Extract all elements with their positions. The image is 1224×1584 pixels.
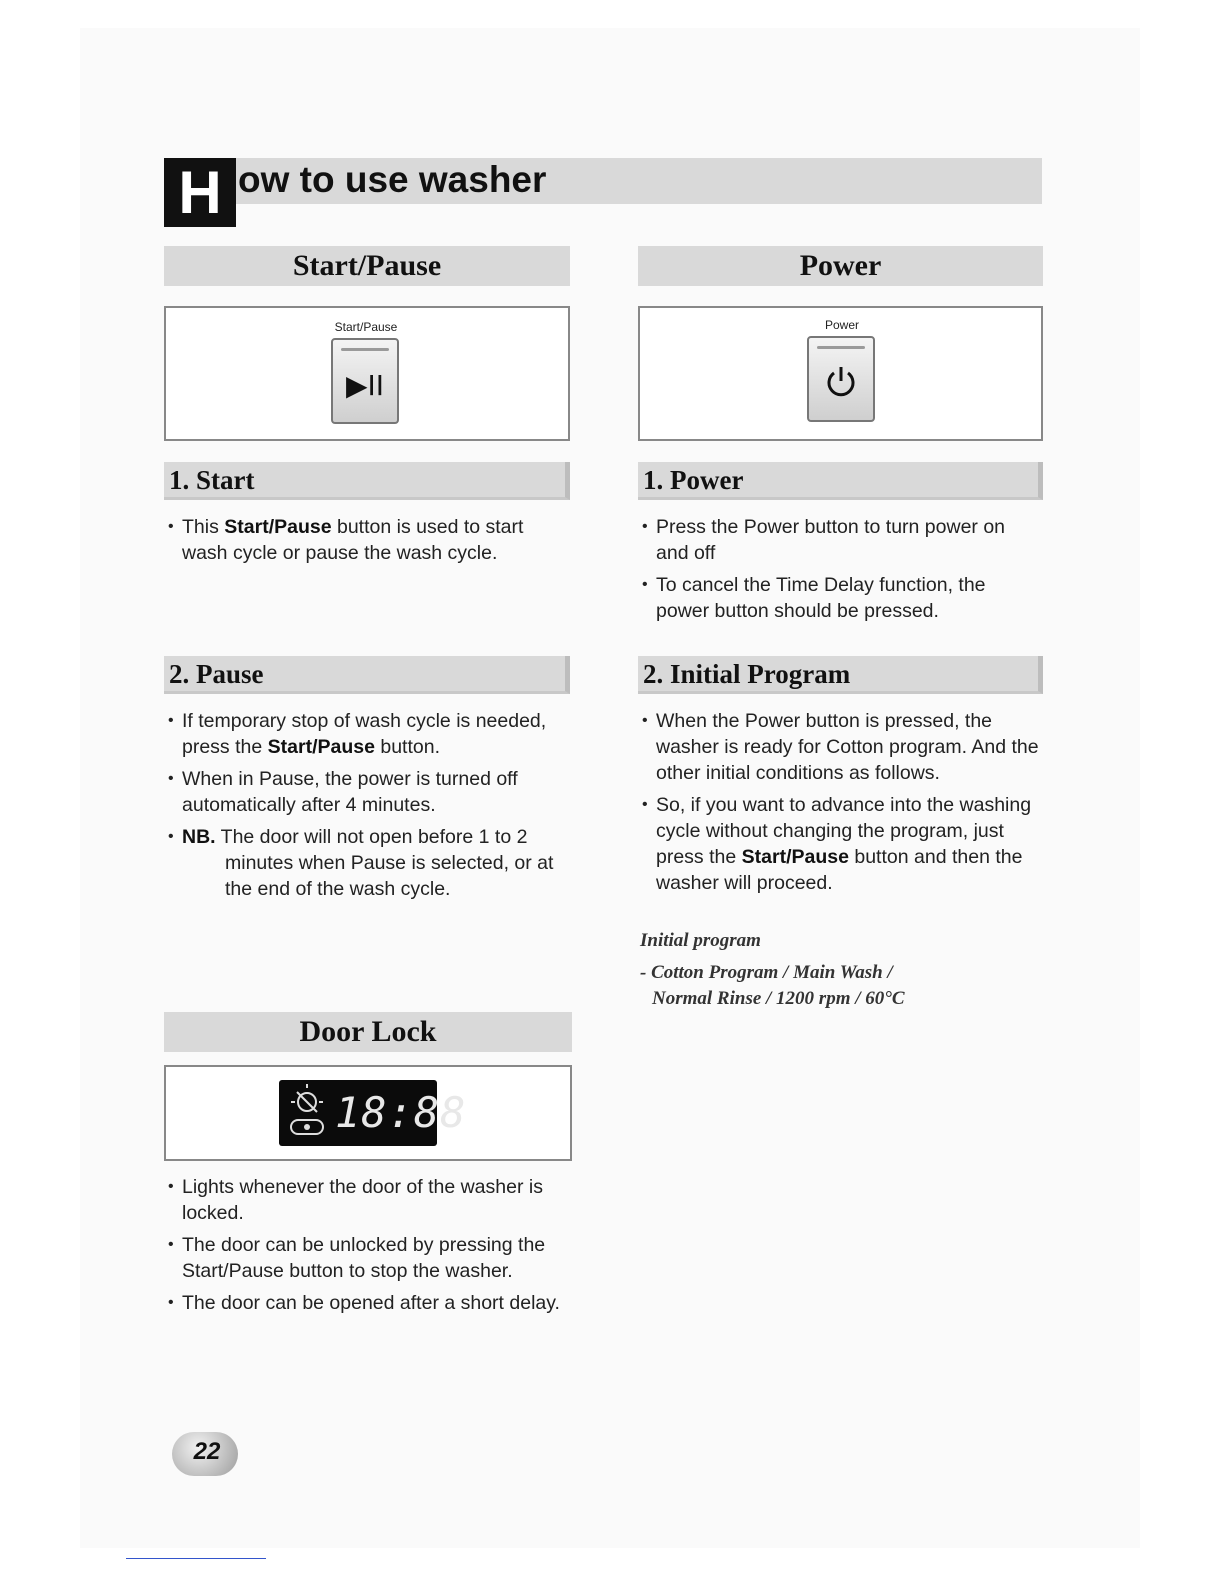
bullet-text: button. (374, 736, 441, 758)
list-item (642, 792, 1042, 896)
bullet-bold-text: Start/Pause (224, 516, 332, 538)
power-icon (809, 364, 873, 409)
bullet-text: If temporary stop of wash cycle is needed, press the (182, 710, 547, 758)
list-item (168, 824, 568, 902)
bullet-text: When the Power button is pressed, the washer is ready for Cotton program. And the other initial conditions as follows. (656, 710, 1039, 784)
power-hardware-button (807, 336, 875, 422)
bullet-text: So, if you want to advance into the washing cycle without changing the program, just press the (656, 794, 1032, 868)
page-title: ow to use washer (238, 159, 547, 200)
door-lock-header: Door Lock (164, 1012, 572, 1052)
door-lock-icon (283, 1080, 333, 1146)
start-pause-hardware-button (331, 338, 399, 424)
title-initial: H (164, 158, 236, 227)
display-digits: 18:88 (335, 1088, 467, 1137)
bullet-text: button and then the washer will proceed. (656, 846, 1023, 894)
start-pause-button-caption: Start/Pause (334, 320, 398, 334)
bullet-bold-text: Start/Pause (267, 736, 375, 758)
bullet-text: To cancel the Time Delay function, the power button should be pressed. (656, 574, 986, 622)
bullet-text: The door will not open before 1 to 2 (215, 826, 528, 848)
bullet-text: Lights whenever the door of the washer is locked. (182, 1176, 543, 1224)
power-text (642, 514, 1042, 630)
button-indicator-line (817, 346, 865, 349)
list-item (168, 1232, 588, 1284)
list-item (642, 708, 1042, 786)
footer-rule (126, 1558, 266, 1559)
list-item (642, 572, 1042, 624)
list-item (642, 514, 1042, 566)
bullet-bold-text: Start/Pause (741, 846, 849, 868)
nb-label: NB. (182, 826, 216, 848)
power-button-caption: Power (824, 318, 859, 332)
page-number-badge (162, 1432, 240, 1476)
door-lock-text (168, 1174, 588, 1322)
start-pause-illustration (164, 306, 570, 441)
initial-program-subheading: 2. Initial Program (638, 656, 1043, 694)
lcd-display (279, 1080, 467, 1146)
play-pause-icon: ▶II (345, 369, 385, 402)
list-item (168, 766, 568, 818)
list-item (168, 1290, 588, 1316)
list-item (168, 708, 568, 760)
initial-program-line-2: Normal Rinse / 1200 rpm / 60°C (652, 988, 905, 1009)
bullet-text: button is used to start wash cycle or pause the wash cycle. (182, 516, 524, 564)
start-text (168, 514, 568, 572)
initial-program-line-1: - Cotton Program / Main Wash / (640, 962, 893, 983)
button-indicator-line (341, 348, 389, 351)
power-subheading: 1. Power (638, 462, 1043, 500)
page-number: 22 (193, 1438, 221, 1465)
pause-text (168, 708, 568, 908)
pause-subheading: 2. Pause (164, 656, 570, 694)
bullet-text: When in Pause, the power is turned off automatically after 4 minutes. (182, 768, 518, 816)
list-item (168, 514, 568, 566)
bullet-text: Press the Power button to turn power on and off (656, 516, 1006, 564)
bullet-text: The door can be unlocked by pressing the Start/Pause button to stop the washer. (182, 1234, 546, 1282)
power-symbol-icon (824, 364, 858, 400)
bullet-text: The door can be opened after a short delay. (182, 1292, 560, 1314)
start-subheading: 1. Start (164, 462, 570, 500)
list-item (168, 1174, 588, 1226)
start-pause-header: Start/Pause (164, 246, 570, 286)
power-header: Power (638, 246, 1043, 286)
bullet-text: This (182, 516, 225, 538)
power-illustration (638, 306, 1043, 441)
initial-program-label: Initial program (640, 930, 761, 951)
bullet-text: minutes when Pause is selected, or at the end of the wash cycle. (225, 852, 554, 900)
initial-program-text (642, 708, 1042, 902)
